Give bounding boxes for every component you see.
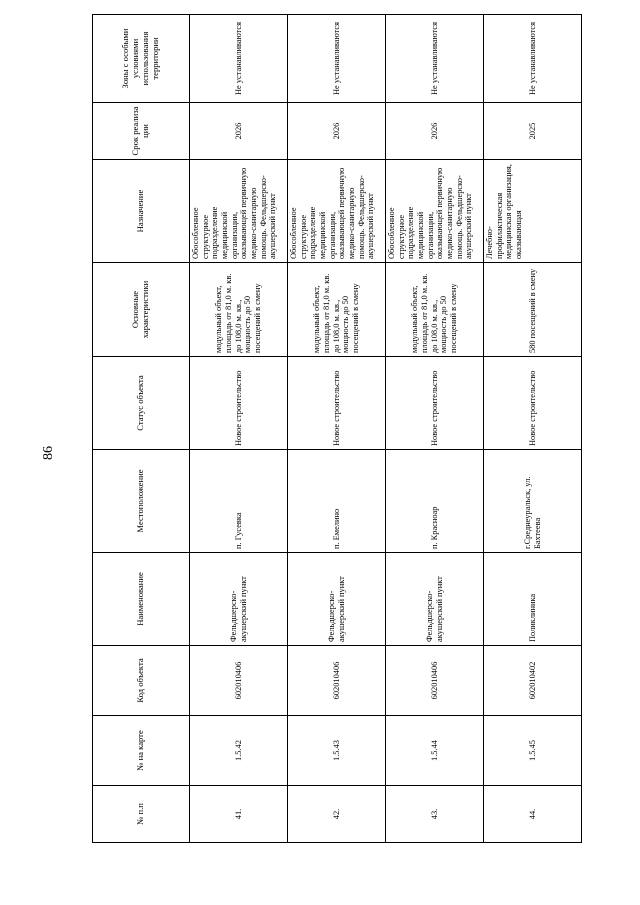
cell-term: 2026 (386, 103, 484, 160)
objects-table (92, 14, 582, 843)
cell-name: Поликлиника (484, 553, 582, 646)
page-number: 86 (41, 446, 56, 460)
cell-location: п. Гусевка (190, 450, 288, 553)
cell-purpose: Обособленное структурное подразделение медицинской организации, оказывающей первичную медико-санитарную помощь. Фельдшерско-акушерский пункт (288, 160, 386, 263)
table-row (484, 15, 582, 843)
cell-num: 42. (288, 786, 386, 843)
table-row (190, 15, 288, 843)
cell-num: 44. (484, 786, 582, 843)
cell-characteristics: модульный объект, площадь от 81,0 м. кв. до 108,0 м. кв., мощность до 50 посещений в смену (386, 263, 484, 357)
cell-name: Фельдшерско-акушерский пункт (288, 553, 386, 646)
cell-purpose: Лечебно-профилактическая медицинская организация, оказывающая (484, 160, 582, 263)
header-num: № п.п (93, 786, 190, 843)
cell-map-no: 1.5.45 (484, 716, 582, 786)
cell-location: п. Емелино (288, 450, 386, 553)
header-characteristics: Основные характеристики (93, 263, 190, 357)
cell-term: 2026 (288, 103, 386, 160)
header-term: Срок реализа ции (93, 103, 190, 160)
cell-map-no: 1.5.44 (386, 716, 484, 786)
cell-location: г.Среднеуральск, ул. Бахтеева (484, 450, 582, 553)
table-header-row (93, 15, 190, 843)
cell-zones: Не устанавливаются (484, 15, 582, 103)
cell-location: п. Красноар (386, 450, 484, 553)
header-code: Код объекта (93, 646, 190, 716)
cell-characteristics: модульный объект, площадь от 81,0 м. кв. до 108,0 м. кв., мощность до 50 посещений в смену (190, 263, 288, 357)
cell-name: Фельдшерско-акушерский пункт (386, 553, 484, 646)
cell-term: 2025 (484, 103, 582, 160)
cell-name: Фельдшерско-акушерский пункт (190, 553, 288, 646)
cell-characteristics: модульный объект, площадь от 81,0 м. кв. до 108,0 м. кв., мощность до 50 посещений в смену (288, 263, 386, 357)
cell-code: 602010406 (386, 646, 484, 716)
cell-zones: Не устанавливаются (288, 15, 386, 103)
cell-num: 41. (190, 786, 288, 843)
cell-code: 602010402 (484, 646, 582, 716)
cell-status: Новое строительство (484, 357, 582, 450)
header-zones: Зоны с особыми условиями использования территории (93, 15, 190, 103)
cell-purpose: Обособленное структурное подразделение медицинской организации, оказывающей первичную медико-санитарную помощь. Фельдшерско-акушерский пункт (190, 160, 288, 263)
header-status: Статус объекта (93, 357, 190, 450)
cell-purpose: Обособленное структурное подразделение медицинской организации, оказывающей первичную медико-санитарную помощь. Фельдшерско-акушерский пункт (386, 160, 484, 263)
header-name: Наименование (93, 553, 190, 646)
cell-term: 2026 (190, 103, 288, 160)
cell-characteristics: 580 посещений в смену (484, 263, 582, 357)
cell-status: Новое строительство (190, 357, 288, 450)
cell-num: 43. (386, 786, 484, 843)
cell-zones: Не устанавливаются (386, 15, 484, 103)
cell-map-no: 1.5.42 (190, 716, 288, 786)
cell-code: 602010406 (288, 646, 386, 716)
cell-status: Новое строительство (386, 357, 484, 450)
cell-map-no: 1.5.43 (288, 716, 386, 786)
header-purpose: Назначение (93, 160, 190, 263)
cell-status: Новое строительство (288, 357, 386, 450)
cell-zones: Не устанавливаются (190, 15, 288, 103)
header-location: Местоположение (93, 450, 190, 553)
table-row (288, 15, 386, 843)
table-row (386, 15, 484, 843)
header-map-no: № на карте (93, 716, 190, 786)
rotated-table-container (92, 15, 577, 843)
cell-code: 602010406 (190, 646, 288, 716)
